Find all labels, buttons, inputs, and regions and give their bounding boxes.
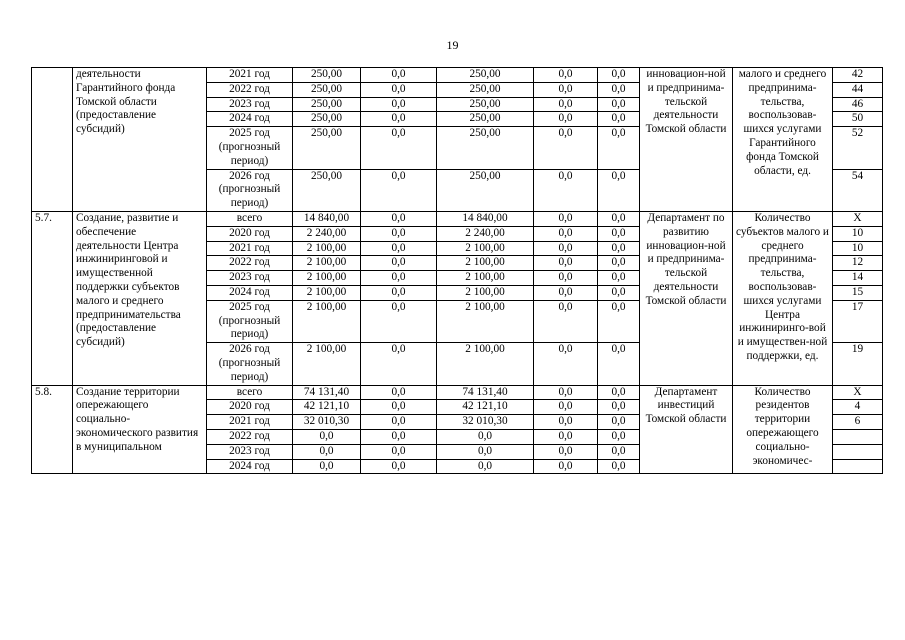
other-cell: 0,0 — [598, 429, 640, 444]
item-name: Создание, развитие и обеспечение деятельности Центра инжиниринговой и имущественной поддержки субъектов малого и среднего предпринимательства (предоставление субсидий) — [73, 211, 207, 385]
indicator-value: 17 — [833, 300, 883, 342]
year-cell: 2021 год — [207, 241, 293, 256]
item-name: Создание территории опережающего социально-экономического развития в муниципальном — [73, 385, 207, 474]
other-cell: 0,0 — [598, 343, 640, 385]
municipal-cell: 0,0 — [534, 169, 598, 211]
regional-cell: 42 121,10 — [437, 400, 534, 415]
total-cell: 14 840,00 — [293, 211, 361, 226]
year-cell: 2023 год — [207, 97, 293, 112]
regional-cell: 2 100,00 — [437, 343, 534, 385]
total-cell: 42 121,10 — [293, 400, 361, 415]
federal-cell: 0,0 — [361, 400, 437, 415]
regional-cell: 74 131,40 — [437, 385, 534, 400]
other-cell: 0,0 — [598, 169, 640, 211]
regional-cell: 2 240,00 — [437, 226, 534, 241]
indicator-value: 6 — [833, 415, 883, 430]
table-row — [32, 385, 883, 400]
regional-cell: 2 100,00 — [437, 285, 534, 300]
regional-cell: 0,0 — [437, 459, 534, 474]
executor-cell: Департамент инвестиций Томской области — [640, 385, 733, 474]
total-cell: 2 240,00 — [293, 226, 361, 241]
year-cell: 2024 год — [207, 285, 293, 300]
federal-cell: 0,0 — [361, 271, 437, 286]
municipal-cell: 0,0 — [534, 226, 598, 241]
total-cell: 250,00 — [293, 68, 361, 83]
municipal-cell: 0,0 — [534, 385, 598, 400]
year-cell: 2020 год — [207, 400, 293, 415]
year-cell: 2026 год (прогнозный период) — [207, 343, 293, 385]
executor-cell: Департамент по развитию инновацион-ной и предпринима-тельской деятельности Томской области — [640, 211, 733, 385]
regional-cell: 250,00 — [437, 169, 534, 211]
other-cell: 0,0 — [598, 444, 640, 459]
total-cell: 250,00 — [293, 112, 361, 127]
federal-cell: 0,0 — [361, 459, 437, 474]
indicator-value: 50 — [833, 112, 883, 127]
indicator-value: 42 — [833, 68, 883, 83]
total-cell: 0,0 — [293, 459, 361, 474]
total-cell: 250,00 — [293, 127, 361, 169]
indicator-value: 19 — [833, 343, 883, 385]
indicator-value: 54 — [833, 169, 883, 211]
total-cell: 0,0 — [293, 429, 361, 444]
indicator-value: 4 — [833, 400, 883, 415]
regional-cell: 250,00 — [437, 112, 534, 127]
regional-cell: 2 100,00 — [437, 256, 534, 271]
page-number: 19 — [446, 38, 459, 52]
indicator-value — [833, 429, 883, 444]
municipal-cell: 0,0 — [534, 343, 598, 385]
executor-cell: инновацион-ной и предпринима-тельской деятельности Томской области — [640, 68, 733, 212]
year-cell: 2025 год (прогнозный период) — [207, 127, 293, 169]
year-cell: 2020 год — [207, 226, 293, 241]
year-cell: 2026 год (прогнозный период) — [207, 169, 293, 211]
year-cell: 2023 год — [207, 271, 293, 286]
indicator-cell: Количество резидентов территории опережающего социально-экономичес- — [733, 385, 833, 474]
municipal-cell: 0,0 — [534, 271, 598, 286]
federal-cell: 0,0 — [361, 241, 437, 256]
municipal-cell: 0,0 — [534, 211, 598, 226]
other-cell: 0,0 — [598, 385, 640, 400]
item-number: 5.8. — [32, 385, 73, 474]
other-cell: 0,0 — [598, 127, 640, 169]
year-cell: 2022 год — [207, 82, 293, 97]
federal-cell: 0,0 — [361, 444, 437, 459]
regional-cell: 250,00 — [437, 97, 534, 112]
indicator-value: 46 — [833, 97, 883, 112]
municipal-cell: 0,0 — [534, 127, 598, 169]
regional-cell: 2 100,00 — [437, 300, 534, 342]
total-cell: 2 100,00 — [293, 271, 361, 286]
regional-cell: 0,0 — [437, 444, 534, 459]
item-number: 5.7. — [32, 211, 73, 385]
federal-cell: 0,0 — [361, 127, 437, 169]
federal-cell: 0,0 — [361, 429, 437, 444]
regional-cell: 2 100,00 — [437, 271, 534, 286]
indicator-value — [833, 444, 883, 459]
municipal-cell: 0,0 — [534, 241, 598, 256]
municipal-cell: 0,0 — [534, 429, 598, 444]
year-cell: 2025 год (прогнозный период) — [207, 300, 293, 342]
municipal-cell: 0,0 — [534, 285, 598, 300]
item-name: деятельности Гарантийного фонда Томской области (предоставление субсидий) — [73, 68, 207, 212]
year-cell: 2023 год — [207, 444, 293, 459]
municipal-cell: 0,0 — [534, 444, 598, 459]
municipal-cell: 0,0 — [534, 400, 598, 415]
total-cell: 32 010,30 — [293, 415, 361, 430]
federal-cell: 0,0 — [361, 343, 437, 385]
table-row — [32, 211, 883, 226]
other-cell: 0,0 — [598, 400, 640, 415]
indicator-value: 10 — [833, 241, 883, 256]
other-cell: 0,0 — [598, 415, 640, 430]
regional-cell: 2 100,00 — [437, 241, 534, 256]
indicator-value — [833, 459, 883, 474]
other-cell: 0,0 — [598, 285, 640, 300]
table-row — [32, 68, 883, 83]
municipal-cell: 0,0 — [534, 459, 598, 474]
federal-cell: 0,0 — [361, 285, 437, 300]
total-cell: 0,0 — [293, 444, 361, 459]
regional-cell: 32 010,30 — [437, 415, 534, 430]
year-cell: 2021 год — [207, 415, 293, 430]
other-cell: 0,0 — [598, 300, 640, 342]
total-cell: 250,00 — [293, 82, 361, 97]
other-cell: 0,0 — [598, 97, 640, 112]
total-cell: 2 100,00 — [293, 300, 361, 342]
total-cell: 2 100,00 — [293, 241, 361, 256]
federal-cell: 0,0 — [361, 300, 437, 342]
total-cell: 2 100,00 — [293, 256, 361, 271]
other-cell: 0,0 — [598, 112, 640, 127]
total-cell: 2 100,00 — [293, 343, 361, 385]
year-cell: 2024 год — [207, 112, 293, 127]
year-cell: 2022 год — [207, 429, 293, 444]
indicator-value: X — [833, 385, 883, 400]
year-cell: всего — [207, 211, 293, 226]
municipal-cell: 0,0 — [534, 82, 598, 97]
other-cell: 0,0 — [598, 226, 640, 241]
indicator-value: 12 — [833, 256, 883, 271]
regional-cell: 250,00 — [437, 127, 534, 169]
municipal-cell: 0,0 — [534, 97, 598, 112]
total-cell: 2 100,00 — [293, 285, 361, 300]
year-cell: 2024 год — [207, 459, 293, 474]
federal-cell: 0,0 — [361, 169, 437, 211]
other-cell: 0,0 — [598, 82, 640, 97]
federal-cell: 0,0 — [361, 415, 437, 430]
federal-cell: 0,0 — [361, 112, 437, 127]
year-cell: всего — [207, 385, 293, 400]
other-cell: 0,0 — [598, 68, 640, 83]
indicator-cell: малого и среднего предпринима-тельства, воспользовав-шихся услугами Гарантийного фонда Томской области, ед. — [733, 68, 833, 212]
indicator-value: 52 — [833, 127, 883, 169]
program-table — [31, 67, 883, 474]
municipal-cell: 0,0 — [534, 300, 598, 342]
federal-cell: 0,0 — [361, 256, 437, 271]
other-cell: 0,0 — [598, 241, 640, 256]
federal-cell: 0,0 — [361, 82, 437, 97]
federal-cell: 0,0 — [361, 385, 437, 400]
other-cell: 0,0 — [598, 459, 640, 474]
municipal-cell: 0,0 — [534, 68, 598, 83]
other-cell: 0,0 — [598, 256, 640, 271]
other-cell: 0,0 — [598, 211, 640, 226]
item-number — [32, 68, 73, 212]
federal-cell: 0,0 — [361, 226, 437, 241]
regional-cell: 250,00 — [437, 82, 534, 97]
indicator-value: 14 — [833, 271, 883, 286]
indicator-value: 10 — [833, 226, 883, 241]
federal-cell: 0,0 — [361, 97, 437, 112]
total-cell: 250,00 — [293, 169, 361, 211]
year-cell: 2021 год — [207, 68, 293, 83]
year-cell: 2022 год — [207, 256, 293, 271]
regional-cell: 250,00 — [437, 68, 534, 83]
regional-cell: 0,0 — [437, 429, 534, 444]
indicator-value: 44 — [833, 82, 883, 97]
federal-cell: 0,0 — [361, 68, 437, 83]
municipal-cell: 0,0 — [534, 415, 598, 430]
indicator-value: 15 — [833, 285, 883, 300]
municipal-cell: 0,0 — [534, 112, 598, 127]
indicator-cell: Количество субъектов малого и среднего предпринима-тельства, воспользовав-шихся услугами Центра инжиниринго-вой и имуществен-ной поддержки, ед. — [733, 211, 833, 385]
other-cell: 0,0 — [598, 271, 640, 286]
municipal-cell: 0,0 — [534, 256, 598, 271]
regional-cell: 14 840,00 — [437, 211, 534, 226]
indicator-value: X — [833, 211, 883, 226]
total-cell: 74 131,40 — [293, 385, 361, 400]
federal-cell: 0,0 — [361, 211, 437, 226]
total-cell: 250,00 — [293, 97, 361, 112]
